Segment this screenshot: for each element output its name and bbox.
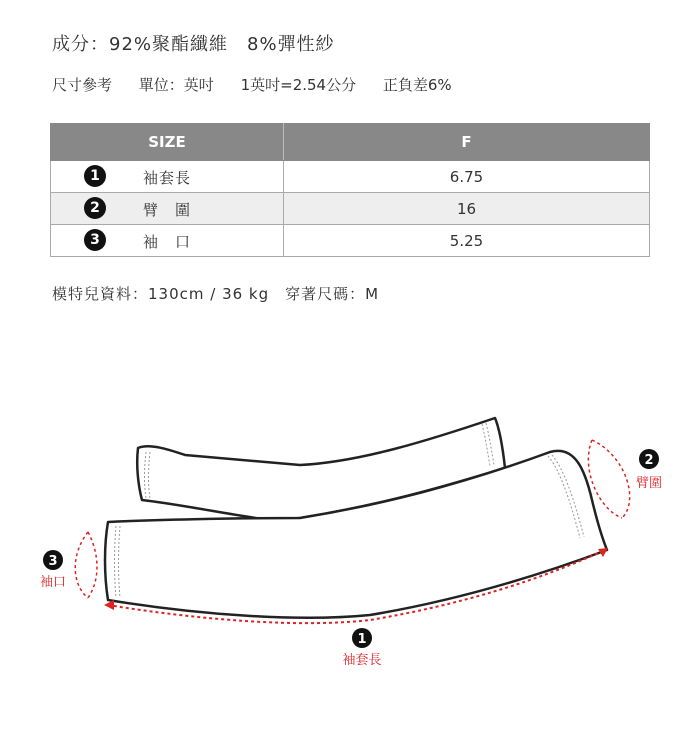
conversion-label: 1英吋=2.54公分	[240, 76, 357, 94]
table-row	[51, 193, 650, 225]
cuff-measure	[88, 532, 97, 598]
row-label: 袖 口	[143, 233, 192, 251]
row-label-cell	[51, 225, 284, 257]
label-circumference: 臂圍	[635, 476, 663, 491]
row-label-cell	[51, 193, 284, 225]
row-value: 16	[284, 193, 650, 225]
table-header-row	[51, 124, 650, 161]
row-label: 臂 圍	[143, 201, 192, 219]
header-f: F	[284, 124, 650, 161]
material-text: 成分：92%聚酯纖維 8%彈性紗	[52, 34, 335, 55]
number-badge: 3	[84, 229, 106, 251]
row-label-cell	[51, 161, 284, 193]
row-label: 袖套長	[143, 169, 192, 187]
label-num-1: 1	[357, 632, 367, 647]
row-value: 5.25	[284, 225, 650, 257]
number-badge: 2	[84, 197, 106, 219]
label-cuff: 袖口	[39, 575, 67, 590]
size-reference-label: 尺寸參考	[52, 76, 113, 94]
row-value: 6.75	[284, 161, 650, 193]
unit-label: 單位：英吋	[138, 76, 214, 94]
unit-info	[52, 74, 474, 95]
table-row	[51, 161, 650, 193]
arrow-left-icon	[104, 600, 114, 610]
model-info: 模特兒資料：130cm / 36 kg 穿著尺碼：M	[52, 285, 380, 303]
arm-sleeve-diagram	[0, 400, 700, 700]
header-size: SIZE	[51, 124, 284, 161]
label-num-2: 2	[644, 453, 654, 468]
tolerance-label: 正負差6%	[382, 76, 452, 94]
number-badge: 1	[84, 165, 106, 187]
label-length: 袖套長	[342, 653, 382, 668]
size-table	[50, 123, 650, 257]
arm-sleeve-icon	[105, 418, 607, 618]
table-row	[51, 225, 650, 257]
label-num-3: 3	[48, 554, 58, 569]
